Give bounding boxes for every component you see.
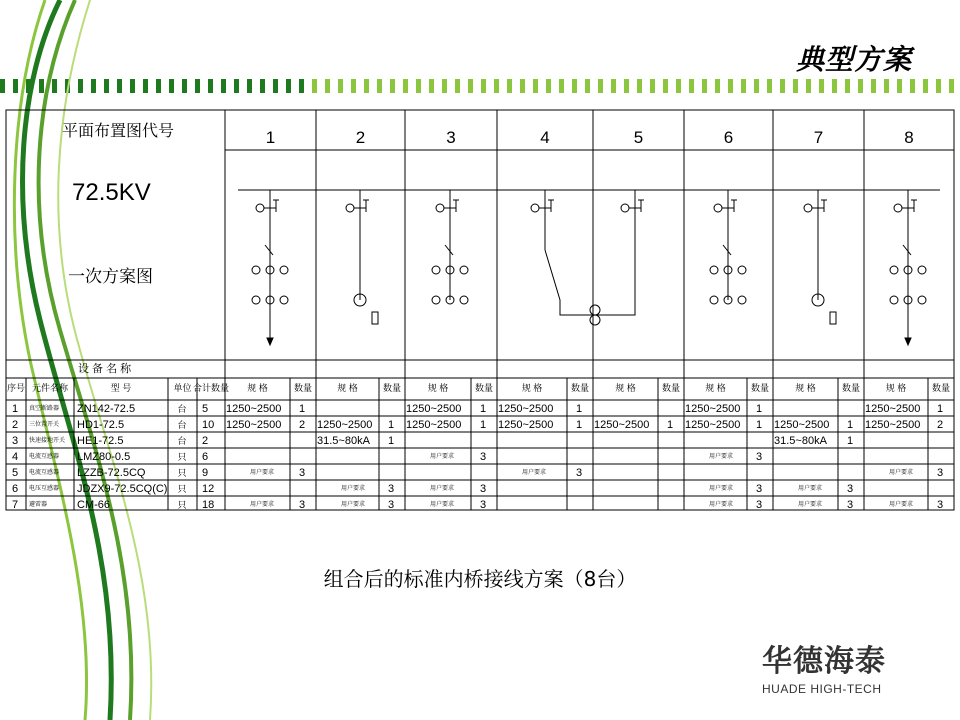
- row-model: LMZ80-0.5: [77, 451, 131, 463]
- row-qty: 1: [937, 403, 944, 415]
- company-logo: [762, 645, 922, 696]
- scheme-number: 7: [813, 128, 824, 147]
- current-transformer: [280, 296, 288, 304]
- table-row: [12, 499, 943, 511]
- row-spec: 31.5~80kA: [774, 435, 827, 447]
- scheme-number: 4: [540, 128, 550, 147]
- row-spec: 1250~2500: [685, 403, 741, 415]
- row-qty: 1: [576, 419, 583, 431]
- row-spec: 用户要求: [889, 502, 914, 508]
- row-qty: 1: [299, 403, 306, 415]
- current-transformer: [590, 315, 600, 325]
- breaker-contact: [445, 245, 453, 255]
- row-component: 三位置开关: [29, 422, 60, 428]
- current-transformer: [460, 266, 468, 274]
- slide-title: 典型方案: [795, 43, 912, 76]
- current-transformer: [918, 266, 926, 274]
- row-unit: 只: [177, 468, 187, 478]
- row-total: 10: [202, 419, 215, 431]
- row-qty: 2: [299, 419, 306, 431]
- current-transformer: [280, 266, 288, 274]
- row-spec: 1250~2500: [498, 419, 554, 431]
- equipment-rows: [12, 403, 943, 511]
- row-model: ZN142-72.5: [77, 403, 136, 415]
- row-seq: 4: [12, 451, 19, 463]
- header-total: 合计数量: [192, 383, 230, 393]
- row-spec: 用户要求: [430, 454, 455, 460]
- breaker-contact: [265, 245, 273, 255]
- row-spec: 用户要求: [798, 486, 823, 492]
- row-qty: 2: [937, 419, 944, 431]
- row-spec: 1250~2500: [226, 403, 282, 415]
- row-seq: 3: [12, 435, 19, 447]
- row-model: HE1-72.5: [77, 435, 124, 447]
- header-seq: 序号: [6, 383, 26, 393]
- row-qty: 3: [388, 483, 395, 495]
- current-transformer: [890, 296, 898, 304]
- row-qty: 1: [576, 403, 583, 415]
- row-model: CM-66: [77, 499, 111, 511]
- row-total: 2: [202, 435, 209, 447]
- row-model: LZZB-72.5CQ: [77, 467, 146, 479]
- equipment-label: 设 备 名 称: [78, 363, 132, 375]
- row-qty: 3: [480, 499, 487, 511]
- row-seq: 2: [12, 419, 19, 431]
- header-spec: 规 格: [705, 383, 726, 393]
- header-qty: 数量: [661, 383, 681, 393]
- breaker-contact: [903, 245, 911, 255]
- row-spec: 1250~2500: [498, 403, 554, 415]
- row-spec: 1250~2500: [317, 419, 373, 431]
- row-qty: 1: [480, 403, 487, 415]
- bus-tie: [545, 250, 635, 325]
- header-spec: 规 格: [795, 383, 816, 393]
- row-seq: 7: [12, 499, 19, 511]
- cable-arrow: [267, 338, 273, 345]
- header-qty: 数量: [293, 383, 313, 393]
- row-unit: 台: [177, 420, 187, 430]
- voltage-label: 72.5KV: [72, 179, 151, 206]
- header-spec: 规 格: [427, 383, 449, 393]
- row-qty: 3: [480, 483, 487, 495]
- scheme-number: 8: [904, 128, 914, 147]
- surge-arrester: [830, 312, 836, 324]
- motor-symbol: [531, 204, 539, 212]
- row-qty: 3: [299, 499, 306, 511]
- column-headers: [7, 382, 950, 393]
- row-unit: 只: [177, 484, 187, 494]
- single-line-diagrams: [238, 190, 940, 345]
- row-spec: 用户要求: [341, 502, 366, 508]
- row-qty: 1: [847, 435, 854, 447]
- header-spec: 规 格: [337, 383, 358, 393]
- row-qty: 1: [480, 419, 487, 431]
- row-unit: 只: [177, 452, 187, 462]
- bay-diagram: [432, 190, 468, 304]
- row-spec: 1250~2500: [774, 419, 830, 431]
- logo-english-name: HUADE HIGH-TECH: [762, 682, 882, 696]
- row-component: 避雷器: [29, 502, 48, 508]
- row-qty: 3: [937, 467, 944, 479]
- motor-symbol: [714, 204, 722, 212]
- header-qty: 数量: [841, 383, 861, 393]
- row-spec: 1250~2500: [594, 419, 650, 431]
- row-qty: 3: [756, 451, 763, 463]
- row-qty: 3: [388, 499, 395, 511]
- row-seq: 5: [12, 467, 19, 479]
- row-component: 电压互感器: [29, 486, 60, 492]
- row-qty: 1: [388, 435, 395, 447]
- row-qty: 1: [756, 419, 763, 431]
- motor-symbol: [804, 204, 812, 212]
- row-component: 电流互感器: [29, 470, 60, 476]
- table-row: [12, 451, 762, 463]
- scheme-diagram-label: 一次方案图: [68, 267, 153, 286]
- header-spec: 规 格: [615, 383, 636, 393]
- current-transformer: [432, 266, 440, 274]
- table-row: [12, 435, 853, 447]
- header-spec: 规 格: [247, 383, 268, 393]
- bay-diagram: [346, 190, 378, 324]
- row-spec: 用户要求: [709, 502, 734, 508]
- row-qty: 3: [937, 499, 944, 511]
- slide-caption: 组合后的标准内桥接线方案（8台）: [323, 567, 637, 591]
- scheme-number-row: [266, 128, 914, 147]
- row-spec: 1250~2500: [685, 419, 741, 431]
- row-spec: 31.5~80kA: [317, 435, 370, 447]
- row-qty: 3: [847, 483, 854, 495]
- row-unit: 只: [177, 500, 187, 510]
- row-spec: 用户要求: [430, 502, 455, 508]
- row-spec: 用户要求: [430, 486, 455, 492]
- header-qty: 数量: [570, 383, 590, 393]
- current-transformer: [252, 296, 260, 304]
- row-unit: 台: [177, 404, 187, 414]
- logo-chinese-name: 华德海泰: [762, 644, 886, 679]
- current-transformer: [710, 296, 718, 304]
- row-qty: 1: [847, 419, 854, 431]
- row-total: 6: [202, 451, 209, 463]
- current-transformer: [738, 296, 746, 304]
- header-qty: 数量: [382, 383, 402, 393]
- bay-diagram: [531, 190, 554, 250]
- table-border: [6, 110, 954, 510]
- header-spec: 规 格: [885, 383, 907, 393]
- motor-symbol: [621, 204, 629, 212]
- row-spec: 用户要求: [250, 502, 275, 508]
- header-qty: 数量: [931, 383, 951, 393]
- row-model: JDZX9-72.5CQ(C): [77, 483, 168, 495]
- scheme-number: 2: [355, 128, 366, 147]
- bay-diagram: [804, 190, 836, 324]
- bay-diagram: [710, 190, 746, 304]
- row-spec: 用户要求: [522, 470, 547, 476]
- table-row: [12, 467, 943, 479]
- motor-symbol: [894, 204, 902, 212]
- current-transformer: [738, 266, 746, 274]
- table-row: [12, 403, 943, 415]
- row-spec: 用户要求: [250, 470, 275, 476]
- header-component: 元件名称: [31, 383, 69, 393]
- cable-arrow: [905, 338, 911, 345]
- scheme-number: 1: [265, 128, 276, 147]
- bay-diagram: [621, 190, 644, 290]
- bay-diagram: [252, 190, 288, 345]
- current-transformer: [252, 266, 260, 274]
- scheme-number: 3: [446, 128, 456, 147]
- header-qty: 数量: [750, 383, 770, 393]
- row-component: 快速接地开关: [29, 438, 66, 444]
- layout-code-label: 平面布置图代号: [62, 123, 175, 140]
- header-qty: 数量: [474, 383, 494, 393]
- row-component: 电流互感器: [29, 454, 60, 460]
- current-transformer: [918, 296, 926, 304]
- motor-symbol: [256, 204, 264, 212]
- row-unit: 台: [177, 436, 187, 446]
- header-unit: 单位: [173, 383, 192, 393]
- row-total: 9: [202, 467, 209, 479]
- current-transformer: [590, 305, 600, 315]
- table-row: [12, 419, 943, 431]
- table-row: [12, 483, 853, 495]
- row-spec: 用户要求: [798, 502, 823, 508]
- row-spec: 用户要求: [709, 454, 734, 460]
- header-spec: 规 格: [521, 383, 543, 393]
- row-component: 真空断路器: [29, 406, 60, 412]
- current-transformer: [432, 296, 440, 304]
- row-qty: 3: [299, 467, 306, 479]
- row-spec: 用户要求: [341, 486, 366, 492]
- scheme-number: 5: [633, 128, 644, 147]
- tie-conductor: [545, 250, 635, 315]
- row-spec: 1250~2500: [865, 403, 921, 415]
- row-seq: 1: [12, 403, 19, 415]
- current-transformer: [890, 266, 898, 274]
- breaker-contact: [723, 245, 731, 255]
- row-qty: 3: [576, 467, 583, 479]
- table-grid: [6, 110, 954, 510]
- motor-symbol: [346, 204, 354, 212]
- row-total: 18: [202, 499, 215, 511]
- row-spec: 1250~2500: [865, 419, 921, 431]
- surge-arrester: [372, 312, 378, 324]
- scheme-number: 6: [723, 128, 734, 147]
- row-qty: 3: [480, 451, 487, 463]
- row-qty: 1: [388, 419, 395, 431]
- row-qty: 1: [667, 419, 674, 431]
- row-qty: 3: [756, 483, 763, 495]
- bay-diagram: [890, 190, 926, 345]
- current-transformer: [460, 296, 468, 304]
- row-spec: 用户要求: [889, 470, 914, 476]
- current-transformer: [710, 266, 718, 274]
- row-qty: 1: [756, 403, 763, 415]
- row-spec: 1250~2500: [226, 419, 282, 431]
- header-model: 型 号: [110, 383, 132, 393]
- row-qty: 3: [847, 499, 854, 511]
- row-spec: 1250~2500: [406, 419, 462, 431]
- motor-symbol: [436, 204, 444, 212]
- row-qty: 3: [756, 499, 763, 511]
- row-model: HD1-72.5: [77, 419, 125, 431]
- row-spec: 1250~2500: [406, 403, 462, 415]
- row-total: 12: [202, 483, 215, 495]
- row-spec: 用户要求: [709, 486, 734, 492]
- row-total: 5: [202, 403, 209, 415]
- row-seq: 6: [12, 483, 19, 495]
